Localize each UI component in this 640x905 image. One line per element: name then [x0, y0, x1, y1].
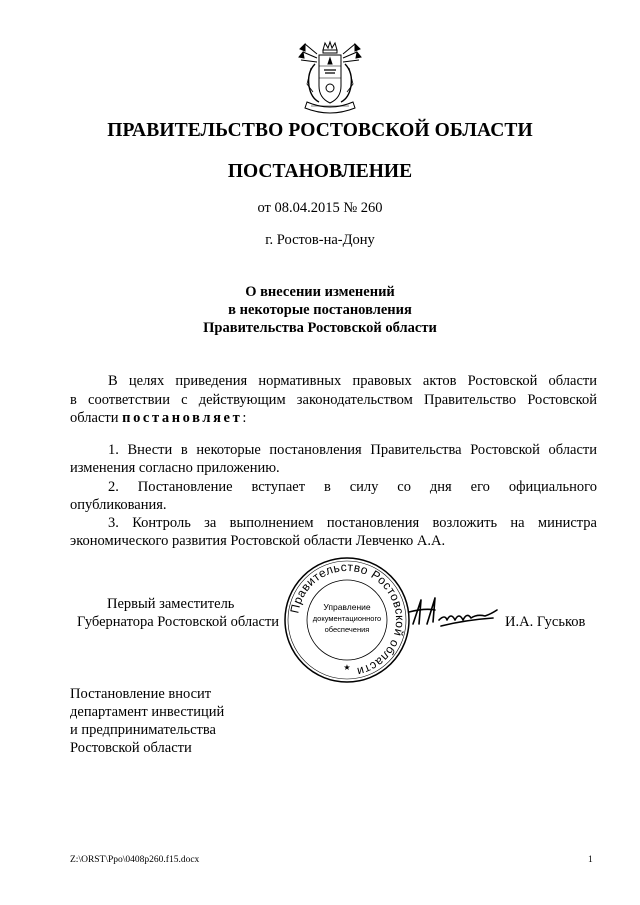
submitter-note-line: департамент инвестиций [70, 704, 225, 720]
item-1-line: изменения согласно приложению. [70, 460, 280, 476]
handwritten-signature-icon [405, 590, 500, 635]
subject-line: в некоторые постановления [228, 302, 412, 318]
document-date-number: от 08.04.2015 № 260 [257, 200, 383, 216]
item-3-line: 3. Контроль за выполнением постановления возложить на министра [108, 515, 597, 531]
coat-of-arms-icon [297, 40, 363, 116]
document-type: ПОСТАНОВЛЕНИЕ [227, 161, 413, 182]
preamble-suffix: : [242, 410, 247, 426]
subject-line: Правительства Ростовской области [203, 320, 437, 336]
resolves-word: постановляет [122, 410, 243, 426]
footer-file-path: Z:\ORST\Ppo\0408p260.f15.docx [70, 855, 200, 865]
document-city: г. Ростов-на-Дону [265, 232, 375, 248]
preamble-line [70, 409, 597, 428]
seal-center-text: обеспечения [324, 625, 370, 634]
preamble-line: в соответствии с действующим законодательством Правительство Ростовской [70, 392, 597, 408]
seal-center-text: документационного [312, 614, 382, 623]
seal-center-text: Управление [323, 602, 371, 612]
item-2-line: опубликования. [70, 497, 167, 513]
submitter-note-line: Ростовской области [70, 740, 192, 756]
item-1-line: 1. Внести в некоторые постановления Правительства Ростовской области [108, 442, 597, 458]
item-2-line: 2. Постановление вступает в силу со дня его официального [108, 479, 597, 495]
subject-line: О внесении изменений [245, 284, 395, 300]
preamble-prefix: области [70, 410, 123, 426]
seal-star-icon: ★ [343, 663, 351, 672]
seal-ring-text: Правительство Ростовской области [287, 559, 408, 679]
official-seal-icon [283, 556, 411, 684]
submitter-note-line: Постановление вносит [70, 686, 212, 702]
signer-name: И.А. Гуськов [505, 614, 586, 630]
item-3-line: экономического развития Ростовской области Левченко А.А. [70, 533, 446, 549]
submitter-note-line: и предпринимательства [70, 722, 216, 738]
preamble-line: В целях приведения нормативных правовых актов Ростовской области [108, 373, 597, 389]
signer-position-line: Первый заместитель [107, 596, 235, 612]
page-number: 1 [588, 855, 593, 865]
signer-position-line: Губернатора Ростовской области [77, 614, 280, 630]
government-title: ПРАВИТЕЛЬСТВО РОСТОВСКОЙ ОБЛАСТИ [107, 120, 533, 141]
